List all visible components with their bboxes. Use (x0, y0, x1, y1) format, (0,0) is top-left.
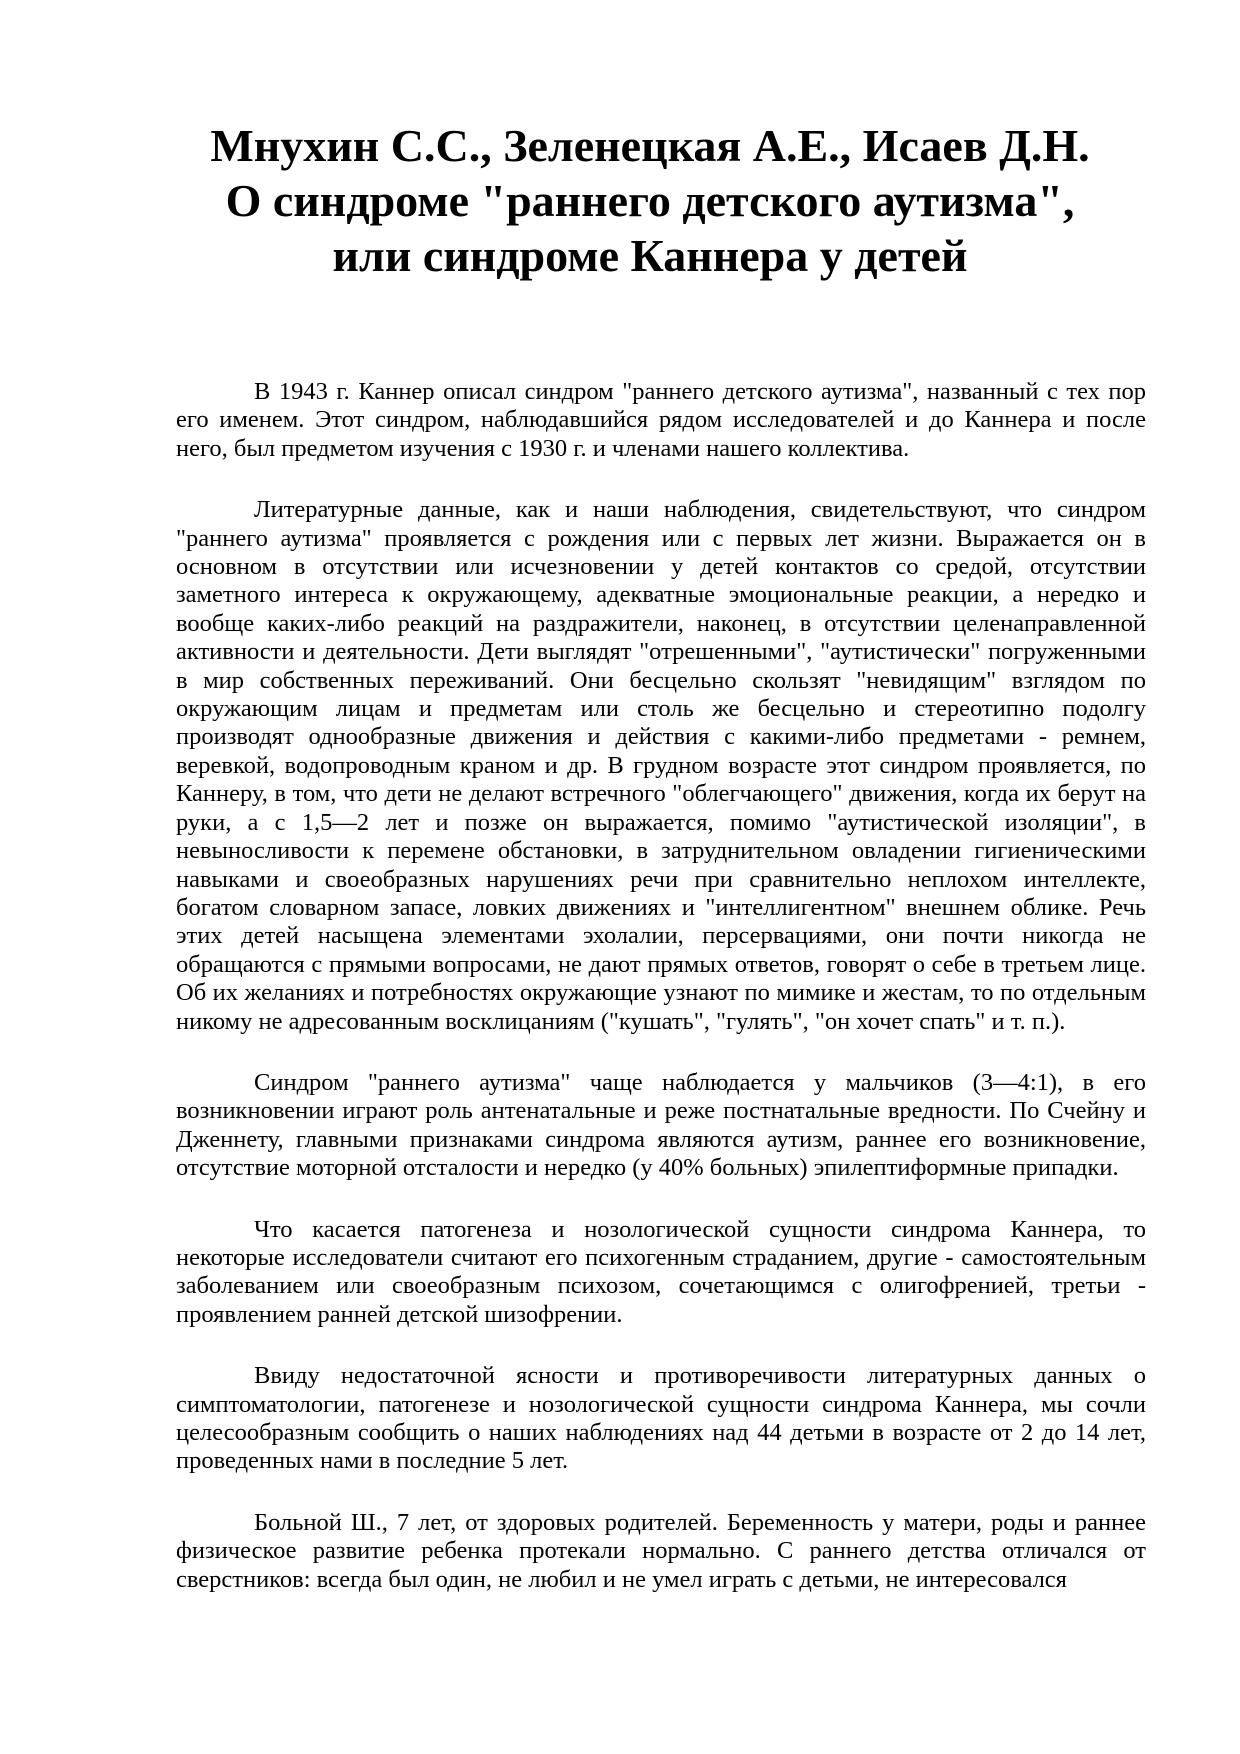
document-title (150, 118, 1150, 283)
title-line-1: О синдроме "раннего детского аутизма", (225, 175, 1075, 226)
paragraph-case: Больной Ш., 7 лет, от здоровых родителей. Беременность у матери, роды и раннее физическое развитие ребенка протекали нормально. С раннего детства отличался от сверстников: всегда был один, не любил и не умел играть с детьми, не интересовался (176, 1508, 1146, 1593)
paragraph-intro: В 1943 г. Каннер описал синдром "раннего детского аутизма", названный с тех пор его именем. Этот синдром, наблюдавшийся рядом исследователей и до Каннера и после него, был предметом изучения с 1930 г. и членами нашего коллектива. (176, 378, 1146, 462)
paragraph-prevalence: Синдром "раннего аутизма" чаще наблюдается у мальчиков (3—4:1), в его возникновении играют роль антенатальные и реже постнатальные вредности. По Счейну и Дженнету, главными признаками синдрома являются аутизм, раннее его возникновение, отсутствие моторной отсталости и нередко (у 40% больных) эпилептиформные припадки. (176, 1068, 1146, 1182)
paragraph-study: Ввиду недостаточной ясности и противоречивости литературных данных о симптоматологии, патогенезе и нозологической сущности синдрома Каннера, мы сочли целесообразным сообщить о наших наблюдениях над 44 детьми в возрасте от 2 до 14 лет, проведенных нами в последние 5 лет. (176, 1362, 1146, 1475)
title-line-authors: Мнухин С.С., Зеленецкая А.Е., Исаев Д.Н. (210, 120, 1090, 171)
article-body (176, 378, 1146, 1627)
paragraph-literature: Литературные данные, как и наши наблюдения, свидетельствуют, что синдром "раннего аутизма" проявляется с рождения или с первых лет жизни. Выражается он в основном в отсутствии или исчезновении у детей контактов со средой, отсутствии заметного интереса к окружающему, адекватные эмоциональные реакции, а нередко и вообще каких-либо реакций на раздражители, наконец, в отсутствии целенаправленной активности и деятельности. Дети выглядят "отрешенными", "аутистически" погруженными в мир собственных переживаний. Они бесцельно скользят "невидящим" взглядом по окружающим лицам и предметам или столь же бесцельно и стереотипно подолгу производят однообразные движения и действия с какими-либо предметами - ремнем, веревкой, водопроводным краном и др. В грудном возрасте этот синдром проявляется, по Каннеру, в том, что дети не делают встречного "облегчающего" движения, когда их берут на руки, а с 1,5—2 лет и позже он выражается, помимо "аутистической изоляции", в невыносливости к перемене обстановки, в затруднительном овладении гигиеническими навыками и своеобразных нарушениях речи при сравнительно неплохом интеллекте, богатом словарном запасе, ловких движениях и "интеллигентном" внешнем облике. Речь этих детей насыщена элементами эхолалии, персервациями, они почти никогда не обращаются с прямыми вопросами, не дают прямых ответов, говорят о себе в третьем лице. Об их желаниях и потребностях окружающие узнают по мимике и жестам, то по отдельным никому не адресованным восклицаниям ("кушать", "гулять", "он хочет спать" и т. п.). (176, 496, 1146, 1035)
title-line-2: или синдроме Каннера у детей (332, 230, 968, 281)
paragraph-pathogenesis: Что касается патогенеза и нозологической сущности синдрома Каннера, то некоторые исследователи считают его психогенным страданием, другие - самостоятельным заболеванием или своеобразным психозом, сочетающимся с олигофренией, третьи - проявлением ранней детской шизофрении. (176, 1215, 1146, 1328)
